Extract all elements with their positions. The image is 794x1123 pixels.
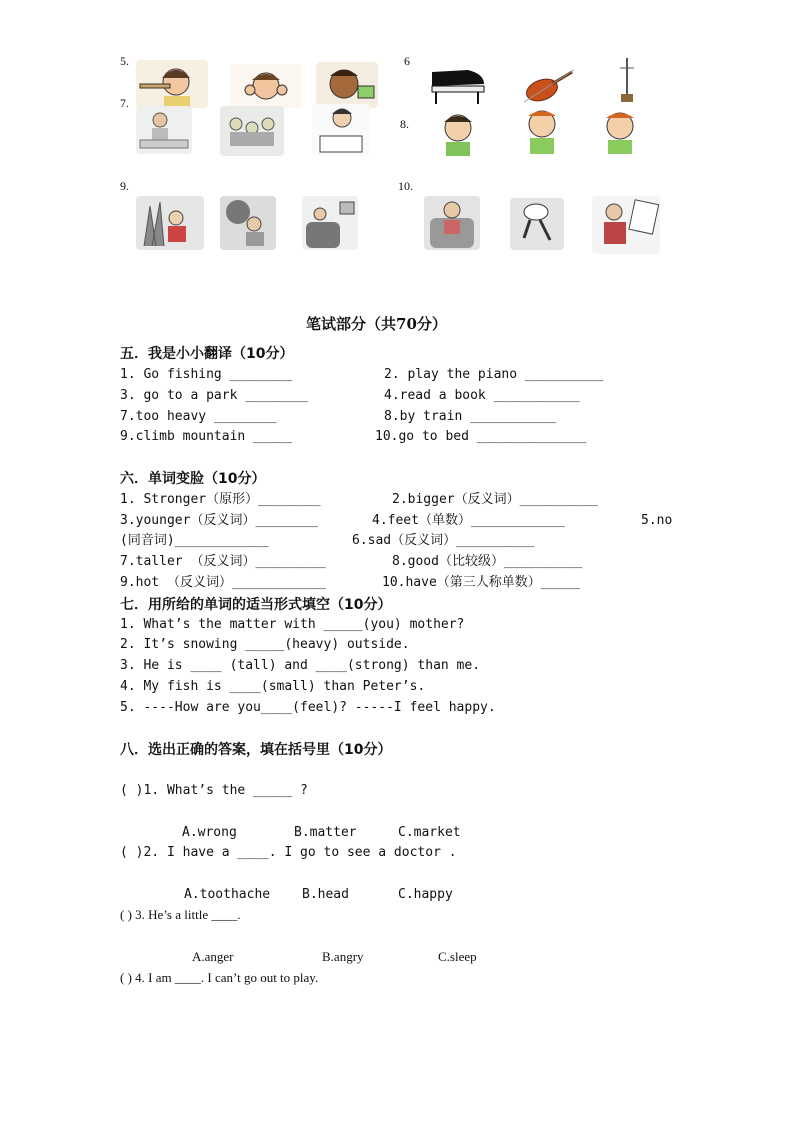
- item-label-9: 9.: [120, 179, 129, 193]
- s7-line-3: 3. He is ____ (tall) and ____(strong) than me.: [120, 658, 481, 673]
- s5-line-2b: 4.read a book ___________: [384, 388, 580, 403]
- s8-question-4: ( ) 4. I am ____. I can’t go out to play.: [120, 970, 319, 985]
- woman-writing-picture: [312, 104, 370, 156]
- s8-q3-option-c: C.sleep: [438, 949, 477, 964]
- s7-line-2: 2. It’s snowing _____(heavy) outside.: [120, 637, 410, 652]
- s5-line-1b: 2. play the piano __________: [384, 367, 604, 382]
- angry-boy-picture: [594, 106, 646, 156]
- scared-boy-picture: [510, 104, 574, 156]
- s5-line-4a: 9.climb mountain _____: [120, 429, 293, 444]
- s6-line-3b: 6.sad（反义词）__________: [352, 533, 535, 548]
- s8-q2-option-b: B.head: [302, 887, 349, 902]
- girl-watering-plant-picture: [136, 196, 204, 250]
- written-part-title: 笔试部分（共70分）: [306, 315, 447, 333]
- girl-playing-flute-picture: [136, 60, 208, 108]
- children-playing-picture: [220, 106, 284, 156]
- man-reading-in-chair-picture: [424, 196, 480, 250]
- girl-drawing-picture: [136, 106, 192, 154]
- section-8-heading: 八．选出正确的答案，填在括号里（10分）: [120, 742, 392, 758]
- item-label-8: 8.: [400, 117, 409, 131]
- violin-picture: [518, 64, 578, 106]
- cartoon-running-picture: [510, 198, 564, 250]
- s7-line-1: 1. What’s the matter with _____(you) mother?: [120, 617, 465, 632]
- girl-on-sofa-picture: [302, 196, 358, 250]
- erhu-picture: [612, 56, 642, 106]
- s8-q1-option-b: B.matter: [294, 825, 357, 840]
- s6-line-2c: 5.no: [641, 513, 673, 528]
- item-label-10: 10.: [398, 179, 413, 193]
- s8-q3-option-b: B.angry: [322, 949, 364, 964]
- s6-line-5a: 9.hot （反义词）____________: [120, 575, 326, 590]
- s8-q3-option-a: A.anger: [192, 949, 234, 964]
- s6-line-4a: 7.taller （反义词）_________: [120, 554, 326, 569]
- item-label-5: 5.: [120, 54, 129, 68]
- s6-line-5b: 10.have（第三人称单数）_____: [382, 575, 580, 590]
- sad-girl-picture: [424, 108, 492, 156]
- boy-headache-picture: [230, 64, 302, 108]
- s6-line-2b: 4.feet（单数）____________: [372, 513, 565, 528]
- s5-line-3a: 7.too heavy ________: [120, 409, 277, 424]
- section-7-heading: 七．用所给的单词的适当形式填空（10分）: [120, 597, 392, 613]
- s8-question-2: ( )2. I have a ____. I go to see a doctor .: [120, 845, 457, 860]
- s6-line-1a: 1. Stronger（原形）________: [120, 492, 321, 507]
- s6-line-1b: 2.bigger（反义词）__________: [392, 492, 598, 507]
- s8-question-1: ( )1. What’s the _____ ?: [120, 783, 308, 798]
- s7-line-4: 4. My fish is ____(small) than Peter’s.: [120, 679, 426, 694]
- boy-in-garden-picture: [220, 196, 276, 250]
- item-label-7: 7.: [120, 96, 129, 110]
- girl-painting-picture: [592, 196, 660, 254]
- s8-q2-option-a: A.toothache: [184, 887, 271, 902]
- s5-line-1a: 1. Go fishing ________: [120, 367, 293, 382]
- s5-line-4b: 10.go to bed ______________: [375, 429, 587, 444]
- toothache-face-picture: [316, 62, 378, 108]
- s5-line-2a: 3. go to a park ________: [120, 388, 308, 403]
- s8-question-3: ( ) 3. He’s a little ____.: [120, 907, 241, 922]
- s7-line-5: 5. ----How are you____(feel)? -----I feel happy.: [120, 700, 496, 715]
- s6-line-3a: (同音词)____________: [120, 533, 269, 548]
- s6-line-4b: 8.good（比较级）__________: [392, 554, 583, 569]
- section-6-heading: 六．单词变脸（10分）: [120, 471, 266, 487]
- piano-picture: [428, 62, 488, 106]
- s5-line-3b: 8.by train ___________: [384, 409, 557, 424]
- item-label-6: 6: [404, 54, 410, 68]
- s8-q1-option-c: C.market: [398, 825, 461, 840]
- section-5-heading: 五．我是小小翻译（10分）: [120, 346, 294, 362]
- s8-q1-option-a: A.wrong: [182, 825, 237, 840]
- s6-line-2a: 3.younger（反义词）________: [120, 513, 319, 528]
- s8-q2-option-c: C.happy: [398, 887, 453, 902]
